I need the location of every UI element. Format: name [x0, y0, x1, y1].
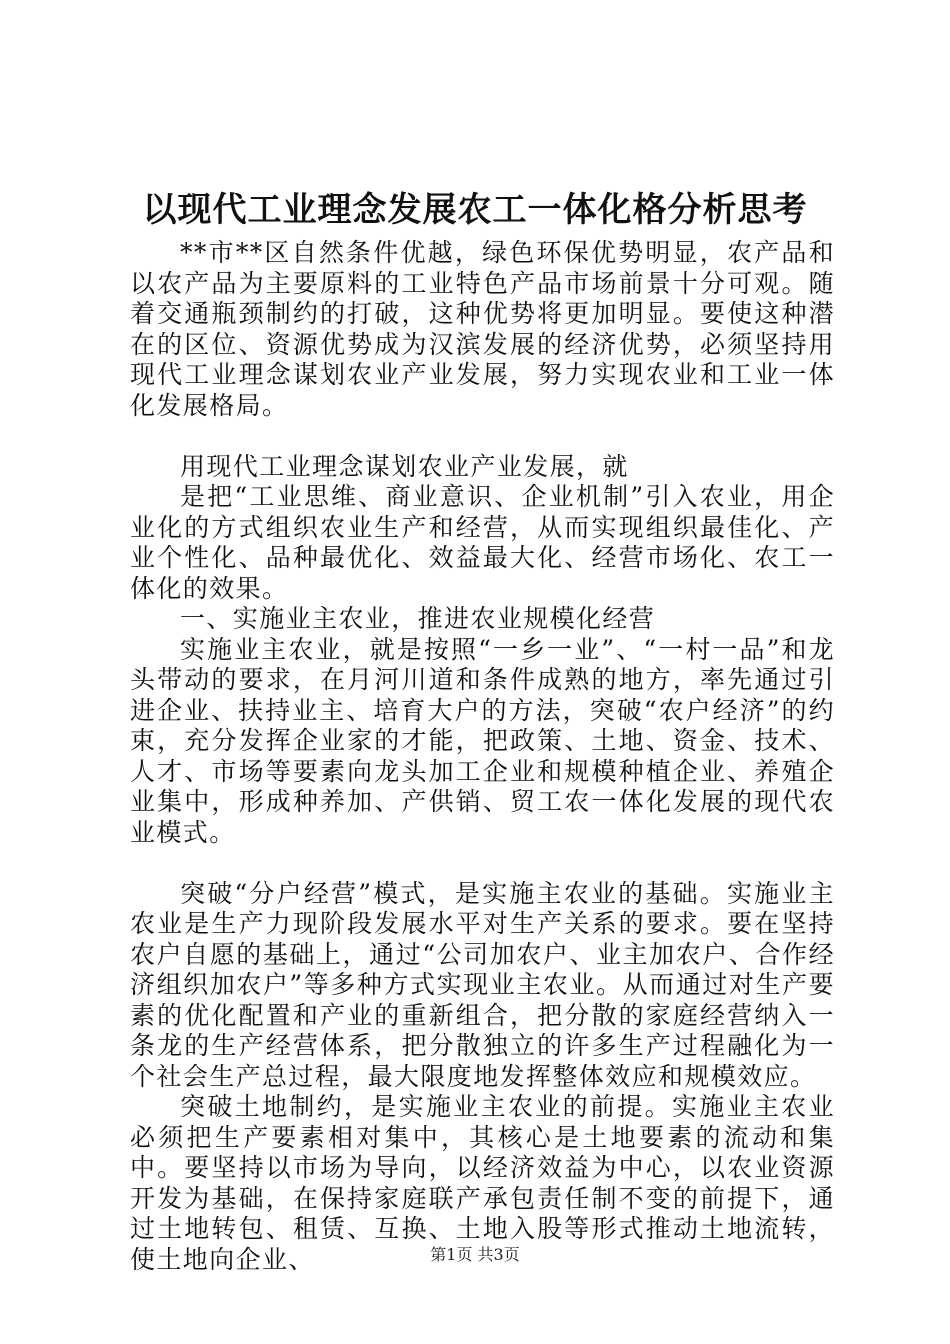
section-heading-1: 一、实施业主农业，推进农业规模化经营 [180, 604, 656, 633]
paragraph-intro: **市**区自然条件优越，绿色环保优势明显，农产品和以农产品为主要原料的工业特色产品市场前景十分可观。随着交通瓶颈制约的打破，这种优势将更加明显。要使这种潜在的区位、资源优势成为汉滨发展的经济优势，必须坚持用现代工业理念谋划农业产业发展，努力实现农业和工业一体化发展格局。 [130, 238, 835, 420]
page-number-footer: 第1页 共3页 [430, 1245, 520, 1264]
paragraph-lead-fragment: 用现代工业理念谋划农业产业发展，就 [180, 451, 629, 481]
paragraph-definition: 是把“工业思维、商业意识、企业机制”引入农业，用企业化的方式组织农业生产和经营，从而实现组织最佳化、产业个性化、品种最优化、效益最大化、经营市场化、农工一体化的效果。 [130, 482, 835, 603]
paragraph-owner-agriculture: 实施业主农业，就是按照“一乡一业”、“一村一品”和龙头带动的要求，在月河川道和条件成熟的地方，率先通过引进企业、扶持业主、培育大户的方法，突破“农户经济”的约束，充分发挥企业家的才能，把政策、土地、资金、技术、人才、市场等要素向龙头加工企业和规模种植企业、养殖企业集中，形成种养加、产供销、贸工农一体化发展的现代农业模式。 [130, 634, 835, 847]
document-title: 以现代工业理念发展农工一体化格分析思考 [142, 190, 808, 230]
paragraph-household-mode: 突破“分户经营”模式，是实施主农业的基础。实施业主农业是生产力现阶段发展水平对生产关系的要求。要在坚持农户自愿的基础上，通过“公司加农户、业主加农户、合作经济组织加农户”等多种方式实现业主农业。从而通过对生产要素的优化配置和产业的重新组合，把分散的家庭经营纳入一条龙的生产经营体系，把分散独立的许多生产过程融化为一个社会生产总过程，最大限度地发挥整体效应和规模效应。 [130, 878, 835, 1091]
document-body [130, 238, 835, 1275]
paragraph-land-constraint: 突破土地制约，是实施业主农业的前提。实施业主农业必须把生产要素相对集中，其核心是土地要素的流动和集中。要坚持以市场为导向，以经济效益为中心，以农业资源开发为基础，在保持家庭联产承包责任制不变的前提下，通过土地转包、租赁、互换、土地入股等形式推动土地流转，使土地向企业、 [130, 1092, 835, 1274]
